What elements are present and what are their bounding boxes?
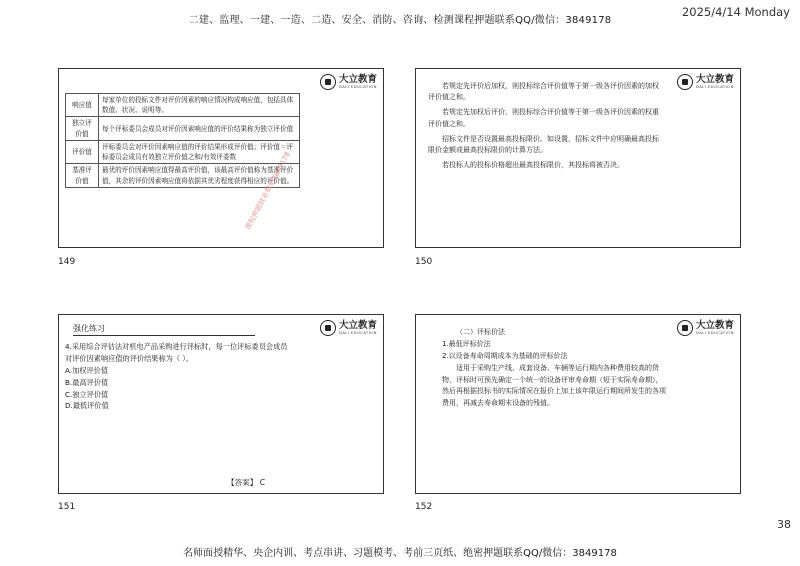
logo-cn: 大立教育 — [338, 73, 377, 85]
dali-logo — [677, 320, 734, 336]
logo-en: DALI EDUCATION — [695, 330, 734, 336]
slide-number: 149 — [58, 257, 76, 267]
term-cell: 独立评价值 — [66, 117, 99, 140]
desc-cell: 每个评标委员会成员对评价因素响应值的评价结果称为独立评价值 — [99, 117, 300, 140]
option-a: A.加权评价值 — [65, 365, 109, 375]
watermark-text: 课程押题联系微信3849178 — [243, 150, 292, 232]
answer-text: 【答案】 C — [227, 478, 266, 487]
slide-number: 150 — [415, 257, 433, 267]
dali-logo — [677, 74, 734, 90]
desc-cell: 评标委员会对评价因素响应值的评价结果形成评价值；评价值＝评标委员会成员有效独立评价值之和/有效评委数 — [99, 140, 300, 163]
slide-number: 151 — [58, 502, 76, 512]
date-stamp: 2025/4/14 Monday — [681, 5, 790, 19]
logo-en: DALI EDUCATION — [338, 330, 377, 336]
logo-cn: 大立教育 — [695, 73, 734, 85]
term-cell: 响应值 — [66, 94, 99, 117]
slide-body — [428, 81, 660, 175]
logo-en: DALI EDUCATION — [338, 84, 377, 90]
question-text: 4.采用综合评估法对机电产品采购进行评标时，每一位评标委员会成员对评价因素响应值的评价结果称为（ ）。 — [65, 342, 288, 363]
paragraph: 适用于采购生产线、成套设备、车辆等运行期内各种费用较高的货物，评标时可预先确定一个统一的设备评审寿命期（短于实际寿命期），然后再根据投标书的实际情况在报价上加上该年限运行期间所发生的各项费用，再减去寿命期末设备的残值。 — [442, 363, 666, 408]
desc-cell: 最优的评价因素响应值得最高评价值，该最高评价值称为基准评价值，其余的评价因素响应值将依据其优劣程度获得相应的评价值。 — [99, 164, 300, 187]
logo-cn: 大立教育 — [338, 319, 377, 331]
dali-logo-icon — [320, 74, 336, 90]
list-item: 2.以设备寿命周期成本为基础的评标价法 — [442, 351, 568, 360]
dali-logo-icon — [320, 320, 336, 336]
paragraph: 若投标人的投标价格超出最高投标限价，其投标将被否决。 — [442, 161, 624, 170]
option-b: B.最高评价值 — [65, 377, 109, 387]
header-promo-text: 二建、监理、一建、一造、二造、安全、消防、咨询、检测课程押题联系QQ/微信：3849178 — [188, 15, 612, 26]
definition-table — [65, 93, 300, 188]
table-row — [66, 117, 300, 140]
paragraph: 招标文件是否设置最高投标限价。如设置，招标文件中应明确最高投标限价金额或最高投标限价的计算方法。 — [428, 134, 659, 154]
logo-en: DALI EDUCATION — [695, 84, 734, 90]
term-cell: 评价值 — [66, 140, 99, 163]
logo-cn: 大立教育 — [695, 319, 734, 331]
term-cell: 基准评价值 — [66, 164, 99, 187]
desc-cell: 每家单位的投标文件对评价因素的响应情况构成响应值，包括具体数值、状况、说明等。 — [99, 94, 300, 117]
list-item: 1.最低评标价法 — [442, 339, 491, 348]
slide-150 — [415, 68, 741, 248]
section-heading: （二）评标价法 — [456, 328, 505, 336]
dali-logo-icon — [677, 320, 693, 336]
option-c: C.独立评价值 — [65, 389, 109, 399]
paragraph: 若规定先评价后加权，则投标综合评价值等于第一级各评价因素的加权评价值之和。 — [428, 82, 659, 102]
table-row — [66, 94, 300, 117]
slide-152 — [415, 314, 741, 494]
slide-151 — [58, 314, 384, 494]
section-title: 强化练习 — [73, 323, 255, 336]
slide-149 — [58, 68, 384, 248]
table-row — [66, 164, 300, 187]
table-row — [66, 140, 300, 163]
dali-logo-icon — [677, 74, 693, 90]
footer-promo-text: 名师面授精华、央企内训、考点串讲、习题模考、考前三页纸、绝密押题联系QQ/微信：3849178 — [183, 548, 617, 559]
slide-number: 152 — [415, 502, 433, 512]
option-d: D.最低评价值 — [65, 401, 109, 411]
slide-body — [442, 327, 666, 410]
dali-logo — [320, 320, 377, 336]
question-block — [65, 341, 290, 412]
paragraph: 若规定先加权后评价，则投标综合评价值等于第一级各评价因素的权重评价值之和。 — [428, 108, 659, 128]
dali-logo — [320, 74, 377, 90]
page-number: 38 — [777, 518, 791, 531]
